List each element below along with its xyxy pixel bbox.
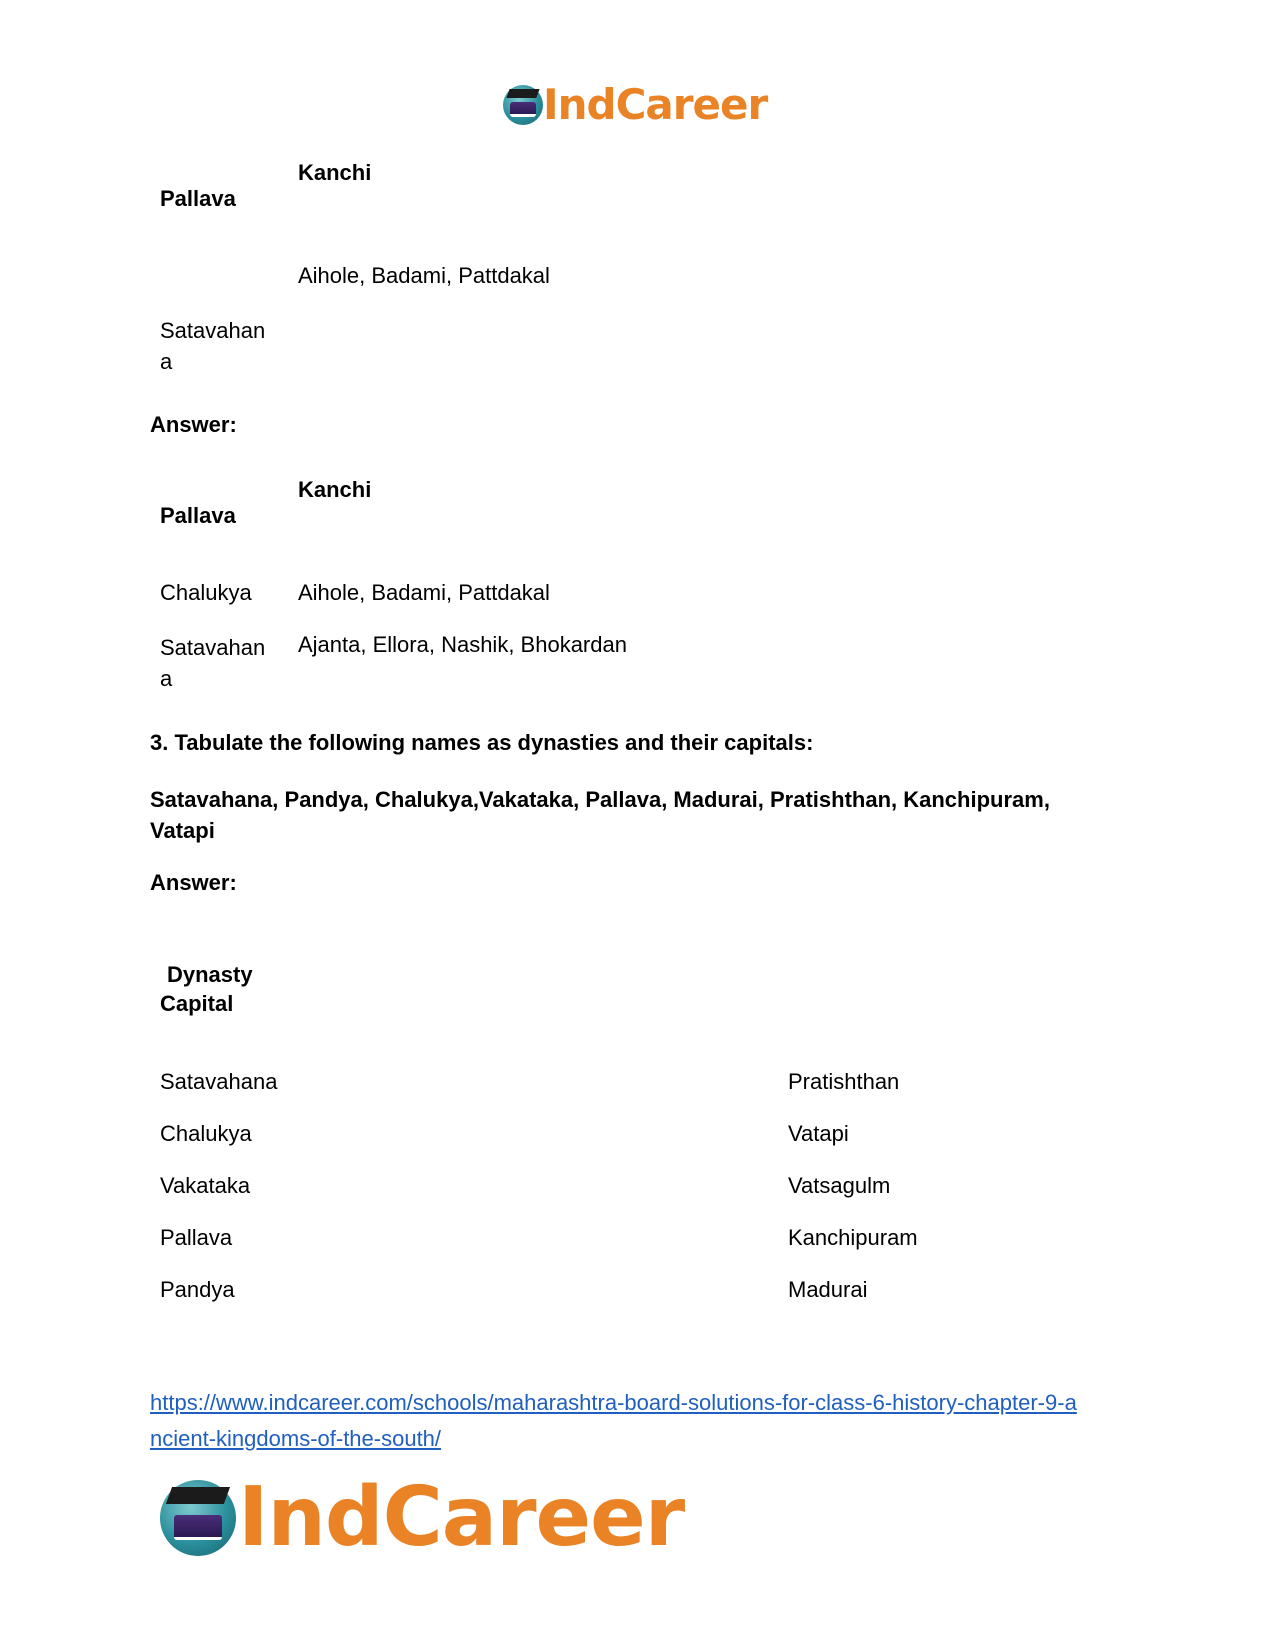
source-url-line-2[interactable]: ncient-kingdoms-of-the-south/ (150, 1426, 442, 1451)
header-logo (503, 80, 767, 129)
question-table-place-1: Kanchi (298, 160, 372, 185)
answer-label-1: Answer: (150, 412, 237, 437)
capitals-row-capital: Pratishthan (788, 1069, 900, 1094)
capitals-row-dynasty: Pandya (160, 1277, 235, 1302)
answer-table-place-1: Kanchi (298, 477, 372, 502)
answer-label-2: Answer: (150, 870, 237, 895)
question-3-title: 3. Tabulate the following names as dynasties and their capitals: (150, 730, 814, 755)
graduation-book-icon (503, 85, 543, 125)
capitals-row-capital: Vatsagulm (788, 1173, 891, 1198)
logo-text: IndCareer (543, 80, 768, 129)
footer-logo (160, 1470, 684, 1565)
capitals-row-dynasty: Satavahana (160, 1069, 278, 1094)
question-3-names: Satavahana, Pandya, Chalukya,Vakataka, Pallava, Madurai, Pratishthan, Kanchipuram, Vatapi (150, 787, 1050, 843)
logo-text: IndCareer (238, 1470, 685, 1565)
capitals-row-capital: Vatapi (788, 1121, 849, 1146)
source-url-line-1[interactable]: https://www.indcareer.com/schools/maharashtra-board-solutions-for-class-6-history-chapter-9-a (150, 1390, 1077, 1415)
capitals-row-dynasty: Vakataka (160, 1173, 251, 1198)
capitals-header-dynasty: Dynasty (167, 962, 253, 987)
question-table-dynasty-3: Satavahan a (160, 318, 266, 374)
answer-table-dynasty-2: Chalukya (160, 580, 252, 605)
capitals-header-capital: Capital (160, 991, 234, 1016)
answer-table-place-3: Ajanta, Ellora, Nashik, Bhokardan (298, 632, 627, 657)
answer-table-place-2: Aihole, Badami, Pattdakal (298, 580, 550, 605)
capitals-row-capital: Kanchipuram (788, 1225, 918, 1250)
capitals-row-capital: Madurai (788, 1277, 868, 1302)
capitals-row-dynasty: Pallava (160, 1225, 233, 1250)
capitals-row-dynasty: Chalukya (160, 1121, 252, 1146)
answer-table-dynasty-1: Pallava (160, 503, 236, 528)
question-table-place-2: Aihole, Badami, Pattdakal (298, 263, 550, 288)
graduation-book-icon (160, 1480, 236, 1556)
question-table-dynasty-1: Pallava (160, 186, 236, 211)
answer-table-dynasty-3: Satavahan a (160, 635, 266, 691)
